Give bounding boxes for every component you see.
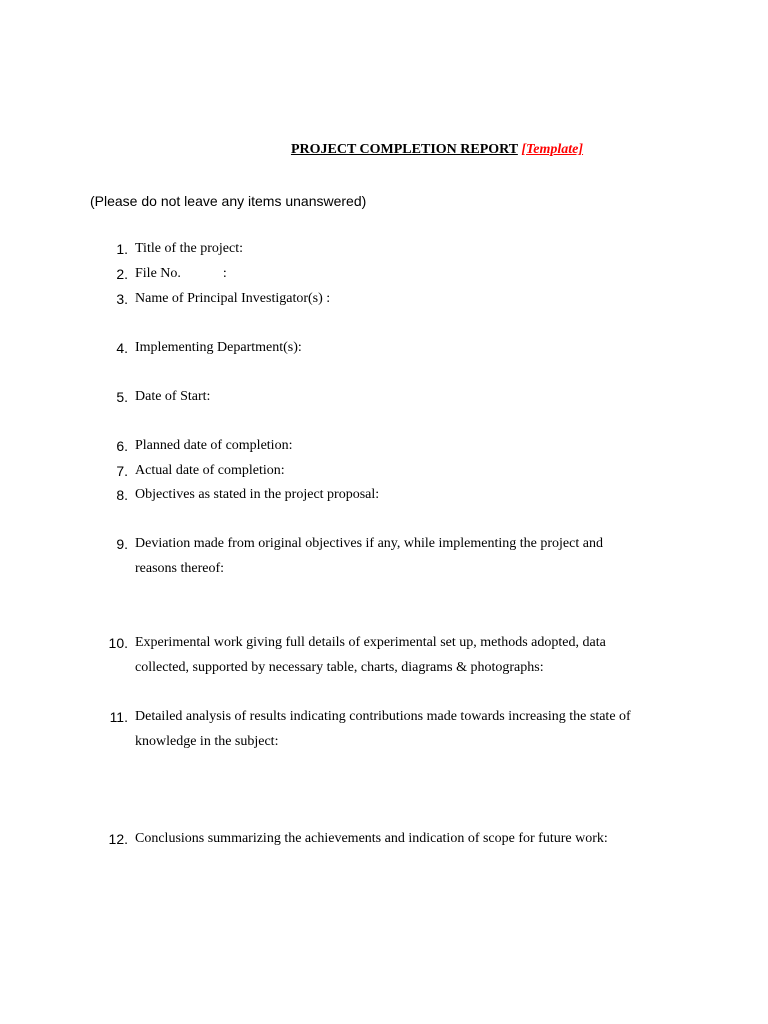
template-tag: [Template] xyxy=(521,142,584,157)
item-number: 9. xyxy=(116,536,128,552)
item-text: Planned date of completion: xyxy=(135,438,293,453)
item-text: Actual date of completion: xyxy=(135,463,285,478)
report-title: PROJECT COMPLETION REPORT xyxy=(290,142,518,157)
item-number: 12. xyxy=(108,831,128,847)
item-number: 6. xyxy=(116,438,128,454)
item-text: Objectives as stated in the project proposal: xyxy=(135,487,380,502)
instruction-note: (Please do not leave any items unanswered) xyxy=(90,193,367,209)
item-text: File No. : xyxy=(135,266,227,281)
item-text: Deviation made from original objectives if any, while implementing the project and reasons thereof: xyxy=(135,536,603,576)
item-number: 3. xyxy=(116,291,128,307)
item-text: Conclusions summarizing the achievements and indication of scope for future work: xyxy=(135,831,608,846)
item-text: Implementing Department(s): xyxy=(135,340,302,355)
item-text: Title of the project: xyxy=(135,241,243,256)
item-number: 10. xyxy=(108,635,128,651)
item-number: 4. xyxy=(116,340,128,356)
item-text: Detailed analysis of results indicating contributions made towards increasing the state of knowledge in the subject: xyxy=(135,709,631,749)
item-number: 1. xyxy=(116,241,128,257)
page-title xyxy=(0,141,768,159)
item-number: 8. xyxy=(116,487,128,503)
item-number: 11. xyxy=(109,709,128,725)
item-number: 2. xyxy=(116,266,128,282)
item-number: 5. xyxy=(116,389,128,405)
item-text: Experimental work giving full details of experimental set up, methods adopted, data collected, supported by necessary table, charts, diagrams & photographs: xyxy=(135,635,606,675)
item-number: 7. xyxy=(116,463,128,479)
item-text: Date of Start: xyxy=(135,389,211,404)
item-text: Name of Principal Investigator(s) : xyxy=(135,291,331,306)
